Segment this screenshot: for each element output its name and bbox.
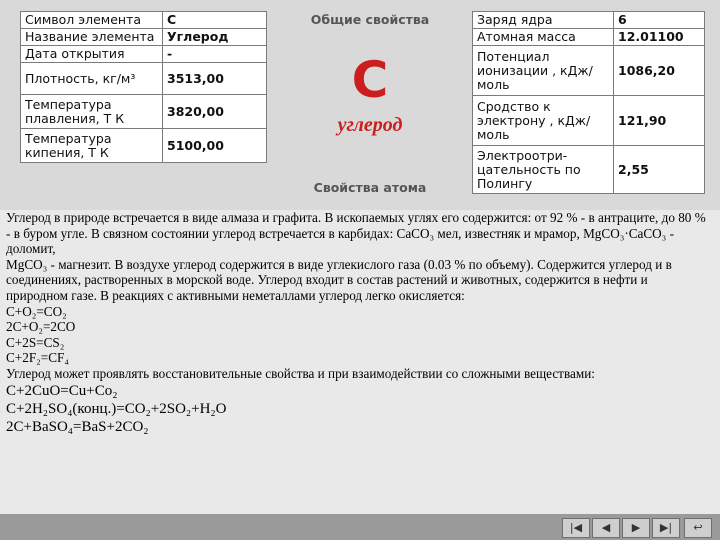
table-row <box>21 129 267 163</box>
element-card <box>272 0 468 210</box>
property-label: Название элемента <box>21 29 163 46</box>
right-properties-table <box>472 11 705 194</box>
property-value: 1086,20 <box>614 46 705 96</box>
next-page-button[interactable]: ▶ <box>622 518 650 538</box>
equation: C+2CuO=Cu+Co₂ <box>6 382 118 399</box>
property-value: Углерод <box>163 29 267 46</box>
property-label: Температура кипения, Т К <box>21 129 163 163</box>
first-page-button[interactable]: |◀ <box>562 518 590 538</box>
description-text <box>6 210 712 436</box>
table-row <box>473 146 705 194</box>
equation: C+2S=CS₂ <box>6 334 65 350</box>
property-value: 6 <box>614 12 705 29</box>
property-value: 2,55 <box>614 146 705 194</box>
property-label: Символ элемента <box>21 12 163 29</box>
property-label: Дата открытия <box>21 46 163 63</box>
equation: 2C+O₂=2CO <box>6 319 76 335</box>
property-label: Заряд ядра <box>473 12 614 29</box>
navigation-bar <box>0 514 720 540</box>
equation: C+2F₂=CF₄ <box>6 350 69 366</box>
table-row <box>21 29 267 46</box>
property-label: Потенциал ионизации , кДж/моль <box>473 46 614 96</box>
table-row <box>473 12 705 29</box>
table-row <box>473 29 705 46</box>
element-symbol: C <box>351 51 389 109</box>
equation: C+O₂=CO₂ <box>6 303 67 319</box>
property-label: Сродство к электрону , кДж/моль <box>473 96 614 146</box>
table-row <box>473 46 705 96</box>
paragraph: Углерод в природе встречается в виде алмаза и графита. В ископаемых углях его содержится: от 92 % - в антраците, до 80 % - в буром угле. В связном состоянии углерод встречается в карбидах: CaCO₃ мел, известняк и мрамор, MgCO₃·CaCO₃ - доломит, <box>6 210 706 257</box>
equation: C+2H₂SO₄(конц.)=CO₂+2SO₂+H₂O <box>6 400 227 417</box>
property-label: Плотность, кг/м³ <box>21 63 163 95</box>
table-row <box>21 46 267 63</box>
property-value: - <box>163 46 267 63</box>
property-value: 3513,00 <box>163 63 267 95</box>
paragraph: MgCO₃ - магнезит. В воздухе углерод содержится в виде углекислого газа (0.03 % по объему). Содержится углерод и в соединениях, растворенных в морской воде. Углерод входит в состав растений и животных, содержится в нефти и природном газе. В реакциях с активными неметаллами углерод легко окисляется: <box>6 256 672 303</box>
prev-page-button[interactable]: ◀ <box>592 518 620 538</box>
property-value: C <box>163 12 267 29</box>
atom-properties-header: Свойства атома <box>313 180 427 195</box>
property-value: 12.01100 <box>614 29 705 46</box>
table-row <box>21 12 267 29</box>
last-page-button[interactable]: ▶| <box>652 518 680 538</box>
equation: 2C+BaSO₄=BaS+2CO₂ <box>6 418 149 435</box>
paragraph: Углерод может проявлять восстановительные свойства и при взаимодействии со сложными веществами: <box>6 365 595 381</box>
table-row <box>473 96 705 146</box>
back-button[interactable]: ↩ <box>684 518 712 538</box>
property-label: Атомная масса <box>473 29 614 46</box>
left-properties-table <box>20 11 267 163</box>
property-label: Электроотри-цательность по Полингу <box>473 146 614 194</box>
table-row <box>21 95 267 129</box>
property-value: 3820,00 <box>163 95 267 129</box>
property-value: 121,90 <box>614 96 705 146</box>
property-label: Температура плавления, Т К <box>21 95 163 129</box>
general-properties-header: Общие свойства <box>310 12 430 27</box>
property-value: 5100,00 <box>163 129 267 163</box>
table-row <box>21 63 267 95</box>
element-name: углерод <box>337 114 403 136</box>
